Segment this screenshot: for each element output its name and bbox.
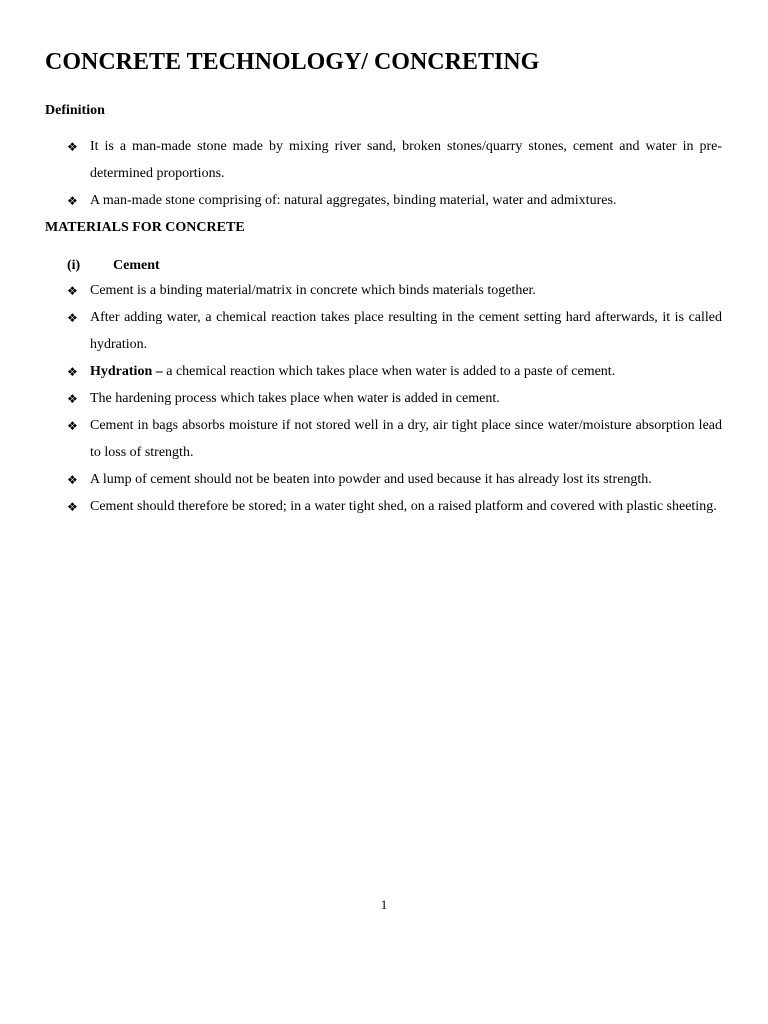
cement-list <box>67 278 722 521</box>
bullet-text: A man-made stone comprising of: natural aggregates, binding material, water and admixtures. <box>90 192 617 208</box>
list-item <box>67 359 722 386</box>
diamond-bullet-icon: ❖ <box>67 364 78 379</box>
diamond-bullet-icon: ❖ <box>67 418 78 433</box>
list-item <box>67 134 722 187</box>
list-item <box>67 467 722 494</box>
diamond-bullet-icon: ❖ <box>67 499 78 514</box>
bullet-text: A lump of cement should not be beaten into powder and used because it has already lost its strength. <box>90 471 652 487</box>
diamond-bullet-icon: ❖ <box>67 284 78 298</box>
list-item <box>67 188 722 215</box>
diamond-bullet-icon: ❖ <box>67 472 78 487</box>
bullet-text: Cement is a binding material/matrix in concrete which binds materials together. <box>90 283 536 298</box>
list-item <box>67 305 722 358</box>
bullet-text: Cement should therefore be stored; in a water tight shed, on a raised platform and covered with plastic sheeting. <box>90 498 717 514</box>
document-title: CONCRETE TECHNOLOGY/ CONCRETING <box>45 49 540 75</box>
list-item <box>67 494 722 521</box>
definition-heading: Definition <box>45 103 105 118</box>
diamond-bullet-icon: ❖ <box>67 311 78 326</box>
subheading-number: (i) <box>67 258 81 273</box>
subheading-title: Cement <box>113 258 160 273</box>
bullet-text: The hardening process which takes place when water is added in cement. <box>90 390 500 406</box>
diamond-bullet-icon: ❖ <box>67 391 78 406</box>
page-number: 1 <box>380 897 388 912</box>
definition-list <box>67 134 722 215</box>
bullet-text: After adding water, a chemical reaction takes place resulting in the cement setting hard afterwards, it is called hydration. <box>90 310 722 352</box>
bullet-text: Cement in bags absorbs moisture if not stored well in a dry, air tight place since water/moisture absorption lead to loss of strength. <box>90 417 722 460</box>
list-item <box>67 413 722 466</box>
cement-subheading <box>67 257 160 275</box>
diamond-bullet-icon: ❖ <box>67 193 78 208</box>
list-item <box>67 278 722 305</box>
list-item <box>67 386 722 413</box>
hydration-term: Hydration – <box>90 363 163 379</box>
materials-heading: MATERIALS FOR CONCRETE <box>45 220 245 235</box>
bullet-text: a chemical reaction which takes place when water is added to a paste of cement. <box>166 363 616 379</box>
diamond-bullet-icon: ❖ <box>67 140 78 154</box>
bullet-text: It is a man-made stone made by mixing river sand, broken stones/quarry stones, cement and water in pre-determined proportions. <box>90 139 722 181</box>
